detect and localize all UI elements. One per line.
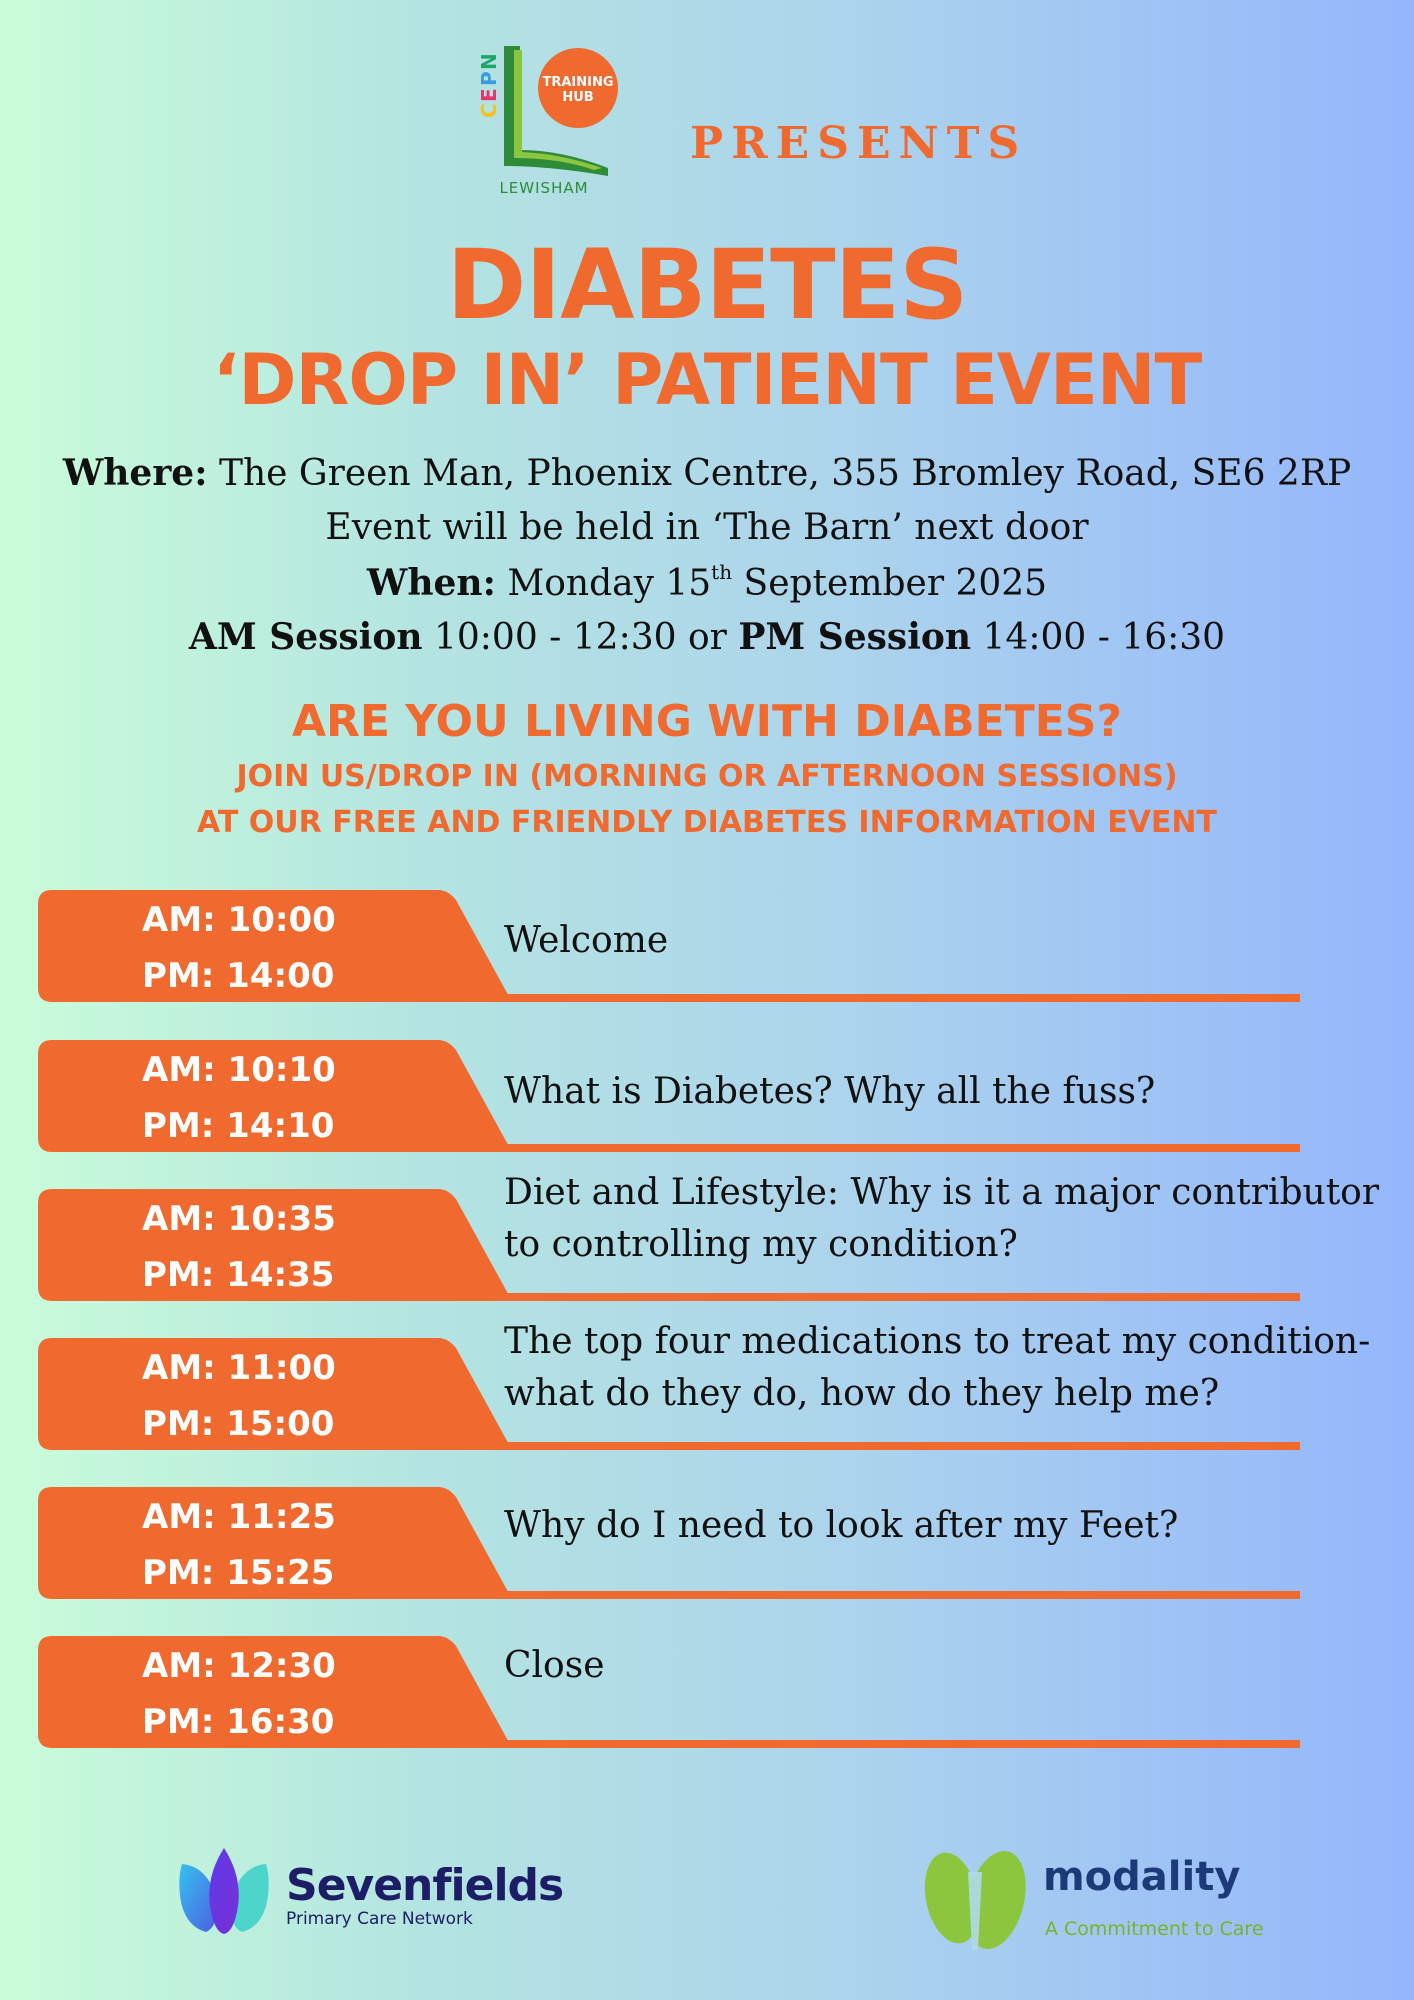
am-session-time: 10:00 - 12:30 or bbox=[433, 617, 727, 658]
svg-text:E: E bbox=[477, 88, 501, 102]
svg-text:HUB: HUB bbox=[562, 90, 594, 105]
agenda-topic: The top four medications to treat my condition- what do they do, how do they help me? bbox=[504, 1321, 1371, 1414]
where-value: The Green Man, Phoenix Centre, 355 Bromley Road, SE6 2RP bbox=[218, 453, 1352, 494]
agenda-topic: What is Diabetes? Why all the fuss? bbox=[504, 1071, 1156, 1112]
time-labels bbox=[142, 1638, 336, 1750]
agenda-row bbox=[38, 1040, 1378, 1152]
presents-label: PRESENTS bbox=[690, 118, 1028, 169]
agenda-row bbox=[38, 1321, 1378, 1450]
row-underline bbox=[418, 1144, 1300, 1152]
svg-text:N: N bbox=[477, 53, 501, 70]
row-underline bbox=[418, 1442, 1300, 1450]
pm-time: PM: 16:30 bbox=[142, 1702, 335, 1742]
agenda-row bbox=[38, 890, 1378, 1002]
agenda-row bbox=[38, 1636, 1378, 1748]
where-label: Where: bbox=[62, 452, 208, 494]
am-time: AM: 10:10 bbox=[142, 1050, 336, 1090]
agenda-topic: Welcome bbox=[504, 920, 669, 961]
svg-text:C: C bbox=[477, 103, 501, 118]
am-time: AM: 10:35 bbox=[142, 1199, 336, 1239]
when-line bbox=[0, 556, 1414, 611]
modality-name: modality bbox=[1043, 1854, 1241, 1900]
am-time: AM: 11:25 bbox=[142, 1497, 336, 1537]
am-time: AM: 12:30 bbox=[142, 1646, 336, 1686]
question-line-1: JOIN US/DROP IN (MORNING OR AFTERNOON SESSIONS) bbox=[236, 759, 1178, 794]
sevenfields-subtitle: Primary Care Network bbox=[286, 1909, 473, 1929]
am-session-label: AM Session bbox=[188, 616, 423, 658]
event-subtitle: ‘DROP IN’ PATIENT EVENT bbox=[212, 339, 1202, 421]
time-labels bbox=[142, 892, 336, 1004]
barn-note: Event will be held in ‘The Barn’ next door bbox=[325, 507, 1089, 548]
svg-text:LEWISHAM: LEWISHAM bbox=[499, 179, 589, 197]
row-underline bbox=[418, 1740, 1300, 1748]
pm-time: PM: 14:10 bbox=[142, 1106, 335, 1146]
modality-tagline: A Commitment to Care bbox=[1045, 1918, 1264, 1940]
pm-time: PM: 14:35 bbox=[142, 1255, 335, 1295]
agenda-row bbox=[38, 1487, 1378, 1599]
pm-session-label: PM Session bbox=[738, 616, 972, 658]
event-title: DIABETES bbox=[446, 229, 968, 341]
agenda-topic: Diet and Lifestyle: Why is it a major contributor to controlling my condition? bbox=[504, 1172, 1380, 1265]
row-underline bbox=[418, 1293, 1300, 1301]
where-line bbox=[0, 446, 1414, 501]
sessions-line bbox=[0, 610, 1414, 665]
when-day: Monday 15 bbox=[507, 563, 712, 604]
pm-time: PM: 15:25 bbox=[142, 1553, 335, 1593]
agenda-row bbox=[38, 1172, 1380, 1301]
svg-text:TRAINING: TRAINING bbox=[542, 75, 614, 90]
pm-time: PM: 14:00 bbox=[142, 956, 335, 996]
question-line-2: AT OUR FREE AND FRIENDLY DIABETES INFORMATION EVENT bbox=[197, 805, 1217, 840]
row-underline bbox=[418, 994, 1300, 1002]
am-time: AM: 11:00 bbox=[142, 1348, 336, 1388]
am-time: AM: 10:00 bbox=[142, 900, 336, 940]
pm-session-time: 14:00 - 16:30 bbox=[982, 617, 1226, 658]
sevenfields-logo-icon bbox=[176, 1846, 272, 1936]
when-rest: September 2025 bbox=[743, 563, 1048, 604]
when-suffix: th bbox=[711, 560, 733, 584]
modality-logo-icon bbox=[922, 1842, 1032, 1954]
question-title: ARE YOU LIVING WITH DIABETES? bbox=[291, 696, 1123, 747]
time-labels bbox=[142, 1340, 336, 1452]
agenda-topic: Close bbox=[504, 1645, 605, 1686]
time-labels bbox=[142, 1042, 336, 1154]
time-labels bbox=[142, 1191, 336, 1303]
agenda-topic: Why do I need to look after my Feet? bbox=[504, 1505, 1179, 1546]
when-label: When: bbox=[366, 562, 496, 604]
row-underline bbox=[418, 1591, 1300, 1599]
pm-time: PM: 15:00 bbox=[142, 1404, 335, 1444]
sevenfields-name: Sevenfields bbox=[286, 1860, 564, 1911]
svg-text:P: P bbox=[477, 71, 501, 86]
time-labels bbox=[142, 1489, 336, 1601]
cepn-training-hub-logo bbox=[470, 40, 630, 200]
